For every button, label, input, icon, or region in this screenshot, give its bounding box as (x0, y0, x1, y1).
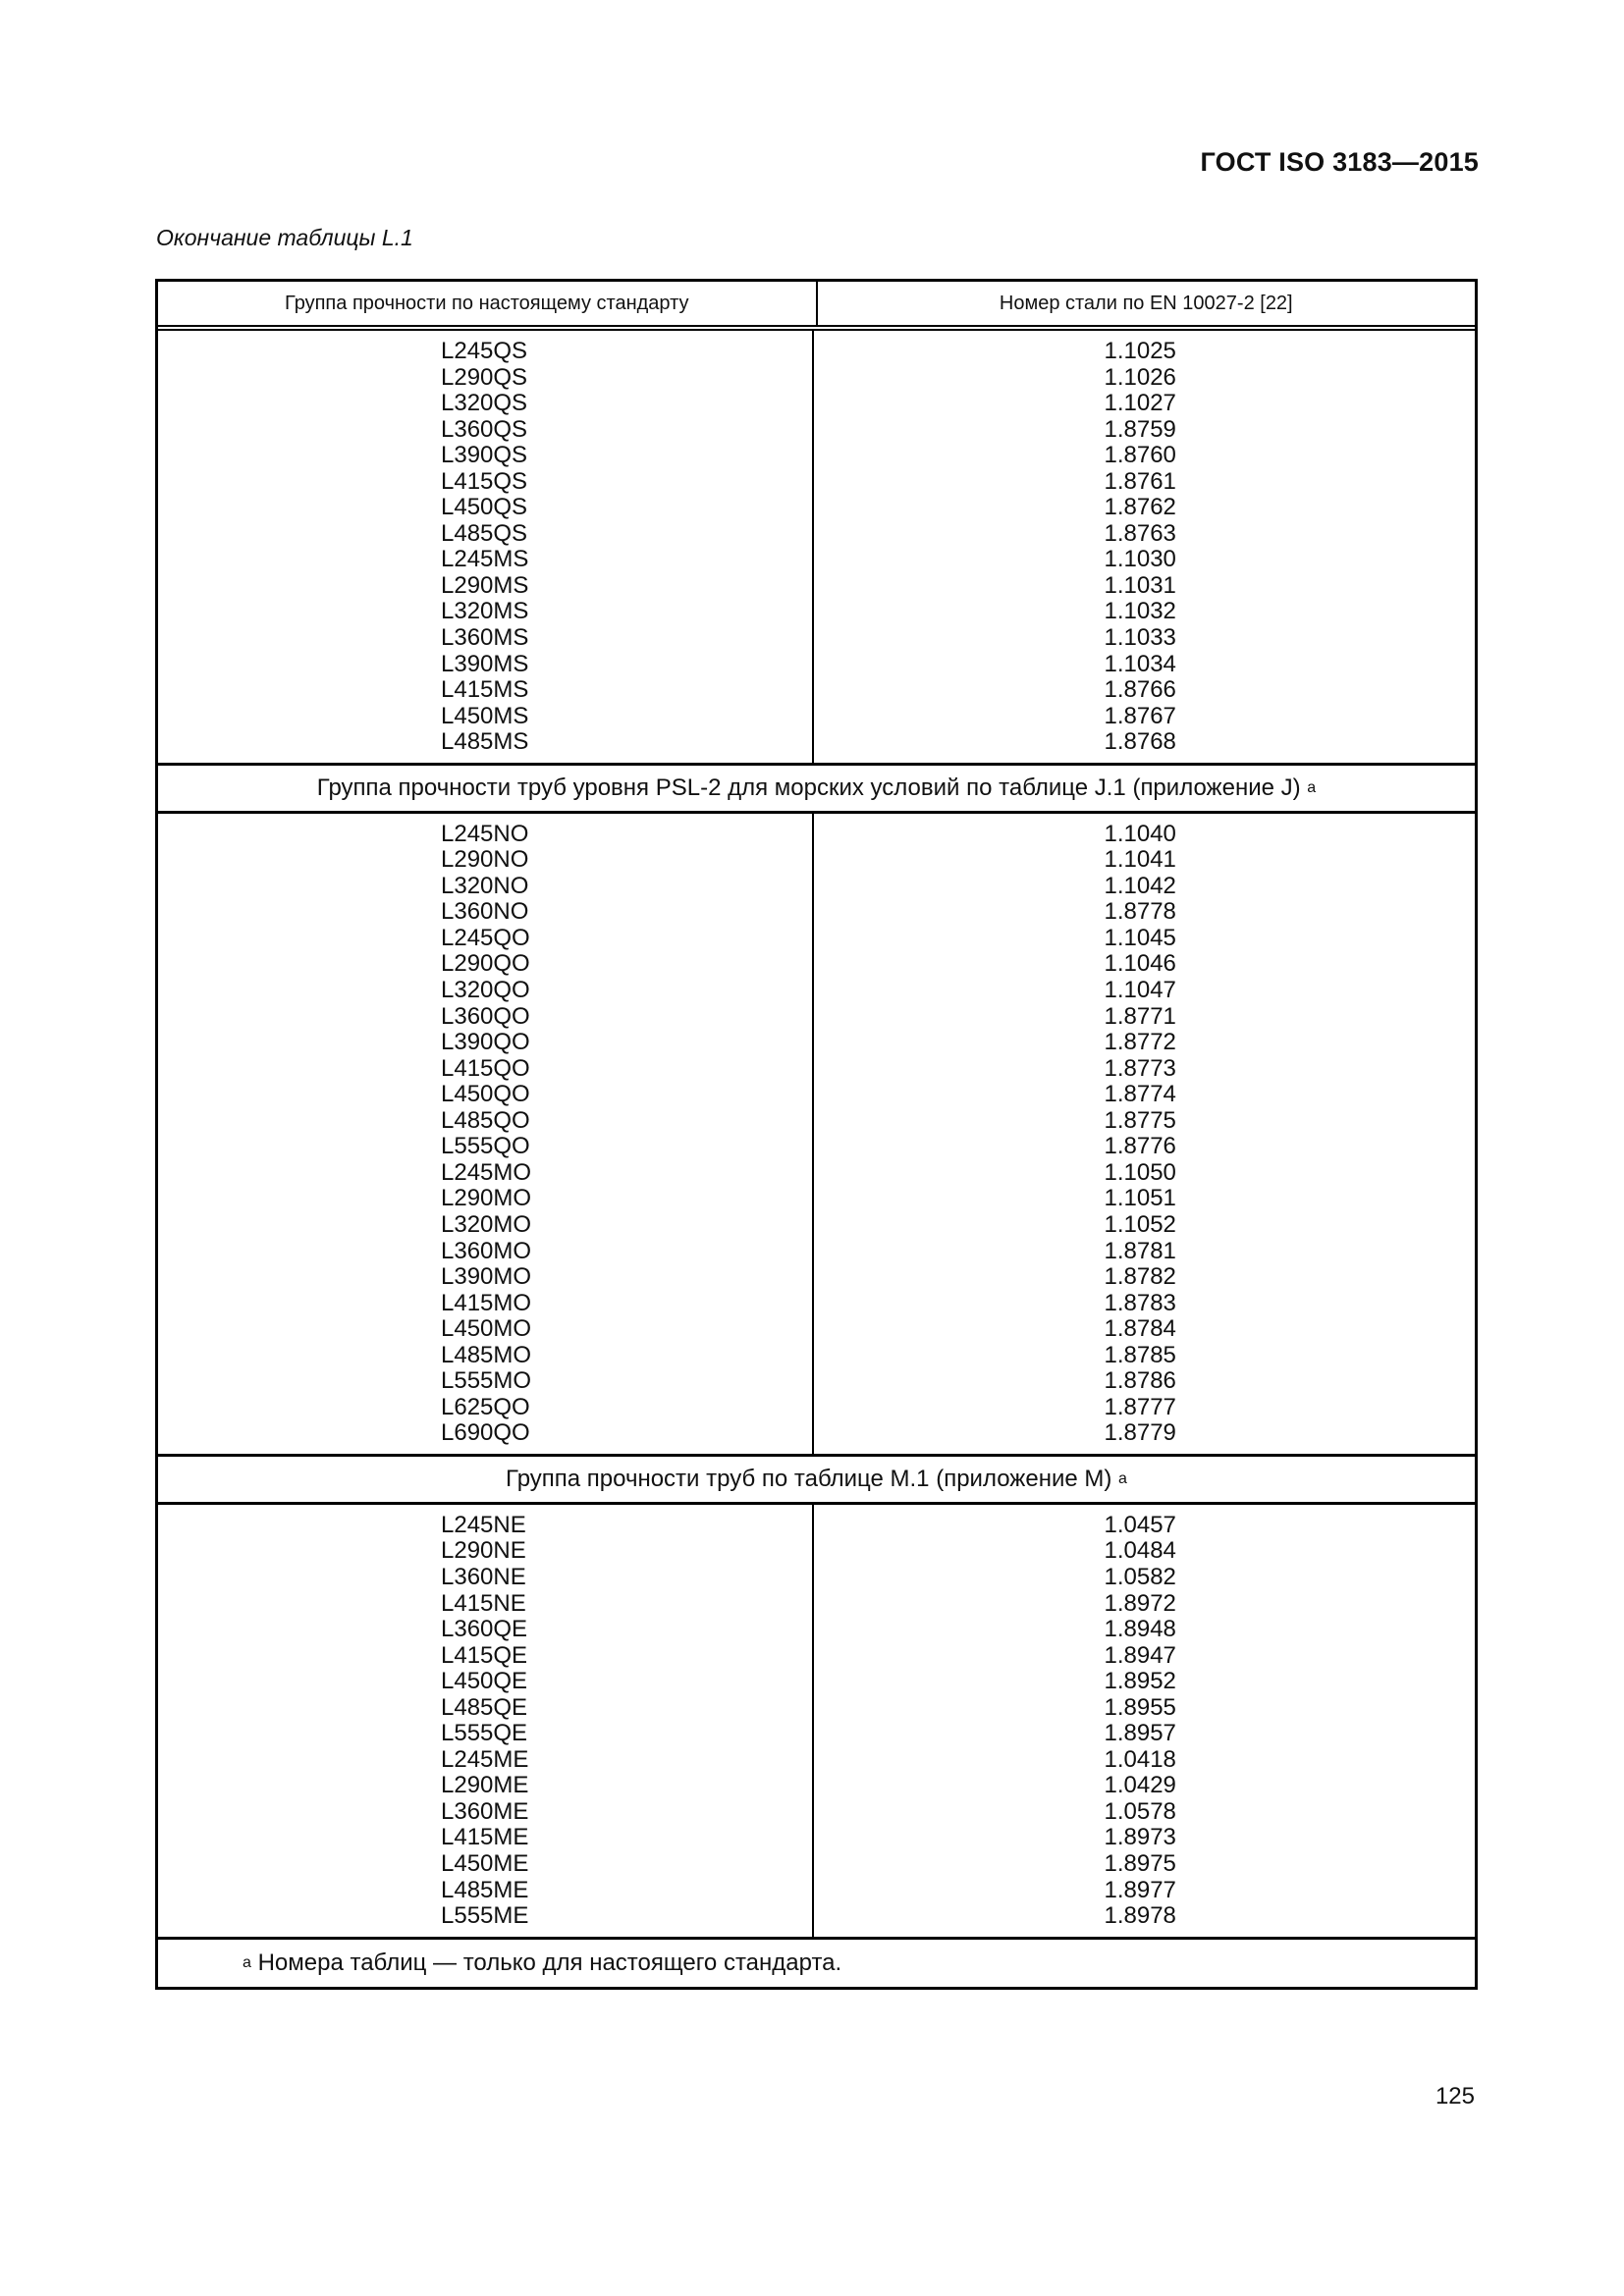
steel-number-cell: 1.0418 (1104, 1745, 1176, 1773)
steel-number-cell: 1.1032 (1104, 598, 1176, 625)
grade-cell: L555QO (441, 1133, 530, 1160)
steel-number-cell: 1.0582 (1104, 1563, 1176, 1590)
grade-cell: L245QS (441, 338, 528, 364)
steel-number-cell: 1.0457 (1104, 1511, 1176, 1538)
steel-number-cell: 1.8783 (1104, 1289, 1176, 1316)
steel-number-cell: 1.0484 (1104, 1537, 1176, 1565)
grade-cell: L290MO (441, 1185, 532, 1212)
table-block-2 (158, 814, 1475, 1454)
grade-cell: L690QO (441, 1419, 530, 1447)
steel-number-column (814, 331, 1476, 763)
grade-column (158, 814, 814, 1454)
steel-number-cell: 1.8759 (1104, 415, 1176, 443)
steel-number-cell: 1.8762 (1104, 494, 1176, 521)
steel-number-cell: 1.8771 (1104, 1002, 1176, 1030)
grade-cell: L360ME (441, 1797, 529, 1825)
grade-cell: L485ME (441, 1876, 529, 1903)
section-title: Группа прочности труб уровня PSL-2 для морских условий по таблице J.1 (приложение J) (316, 774, 1301, 801)
grade-cell: L290NO (441, 846, 529, 874)
steel-number-cell: 1.8772 (1104, 1029, 1176, 1056)
steel-number-cell: 1.8778 (1104, 898, 1176, 926)
grade-cell: L290MS (441, 571, 529, 599)
steel-number-cell: 1.8761 (1104, 467, 1176, 495)
grade-cell: L625QO (441, 1393, 530, 1420)
grade-cell: L415QS (441, 467, 528, 495)
grade-cell: L485MO (441, 1341, 532, 1368)
grade-cell: L390MO (441, 1263, 532, 1291)
steel-number-cell: 1.8975 (1104, 1849, 1176, 1877)
section-header-table-m1 (158, 1454, 1475, 1505)
steel-number-column (814, 814, 1476, 1454)
grade-cell: L360QS (441, 415, 528, 443)
grade-cell: L390MS (441, 650, 529, 677)
steel-number-cell: 1.8973 (1104, 1824, 1176, 1851)
steel-number-cell: 1.8957 (1104, 1720, 1176, 1747)
steel-number-cell: 1.8777 (1104, 1393, 1176, 1420)
grade-cell: L485QE (441, 1693, 528, 1721)
grade-cell: L320MO (441, 1210, 532, 1238)
steel-grade-table (155, 279, 1478, 1990)
grade-cell: L555MO (441, 1367, 532, 1395)
column-header-grade: Группа прочности по настоящему стандарту (158, 282, 818, 325)
steel-number-cell: 1.1026 (1104, 363, 1176, 391)
grade-cell: L360QO (441, 1002, 530, 1030)
steel-number-cell: 1.8775 (1104, 1106, 1176, 1134)
steel-number-cell: 1.8767 (1104, 702, 1176, 729)
grade-cell: L415ME (441, 1824, 529, 1851)
grade-cell: L360NE (441, 1563, 526, 1590)
grade-cell: L450MS (441, 702, 529, 729)
steel-number-cell: 1.8972 (1104, 1589, 1176, 1617)
steel-number-cell: 1.8785 (1104, 1341, 1176, 1368)
grade-column (158, 1505, 814, 1937)
steel-number-cell: 1.1033 (1104, 624, 1176, 652)
steel-number-cell: 1.8948 (1104, 1616, 1176, 1643)
grade-cell: L290ME (441, 1772, 529, 1799)
steel-number-cell: 1.8781 (1104, 1237, 1176, 1264)
grade-cell: L450ME (441, 1849, 529, 1877)
grade-cell: L245MS (441, 546, 529, 573)
grade-cell: L555QE (441, 1720, 528, 1747)
steel-number-cell: 1.1025 (1104, 338, 1176, 364)
grade-cell: L415MS (441, 676, 529, 704)
footnote-mark: a (1307, 778, 1317, 796)
steel-number-cell: 1.1047 (1104, 977, 1176, 1004)
grade-cell: L390QO (441, 1029, 530, 1056)
steel-number-cell: 1.8952 (1104, 1668, 1176, 1695)
table-caption: Окончание таблицы L.1 (156, 225, 413, 250)
section-title: Группа прочности труб по таблице M.1 (приложение M) (506, 1465, 1112, 1492)
steel-number-cell: 1.8774 (1104, 1081, 1176, 1108)
grade-cell: L360QE (441, 1616, 528, 1643)
grade-cell: L415NE (441, 1589, 526, 1617)
grade-cell: L555ME (441, 1902, 529, 1930)
grade-cell: L360NO (441, 898, 529, 926)
footnote-mark: a (1118, 1469, 1127, 1487)
grade-cell: L290NE (441, 1537, 526, 1565)
page-number: 125 (1435, 2083, 1475, 2109)
steel-number-cell: 1.8782 (1104, 1263, 1176, 1291)
table-footnote (158, 1937, 1475, 1987)
grade-cell: L485MS (441, 728, 529, 756)
table-block-1 (158, 331, 1475, 763)
grade-cell: L245QO (441, 924, 530, 951)
grade-cell: L245ME (441, 1745, 529, 1773)
steel-number-cell: 1.8977 (1104, 1876, 1176, 1903)
section-header-psl2-offshore (158, 763, 1475, 814)
steel-number-cell: 1.8766 (1104, 676, 1176, 704)
footnote-text: Номера таблиц — только для настоящего стандарта. (257, 1949, 842, 1976)
grade-cell: L245NO (441, 820, 529, 847)
grade-cell: L415QE (441, 1641, 528, 1669)
steel-number-cell: 1.1030 (1104, 546, 1176, 573)
grade-cell: L360MS (441, 624, 529, 652)
steel-number-cell: 1.1046 (1104, 950, 1176, 978)
grade-cell: L290QS (441, 363, 528, 391)
steel-number-cell: 1.8779 (1104, 1419, 1176, 1447)
footnote-mark: a (243, 1953, 251, 1971)
steel-number-cell: 1.8786 (1104, 1367, 1176, 1395)
steel-number-cell: 1.1045 (1104, 924, 1176, 951)
grade-cell: L320QS (441, 390, 528, 417)
grade-cell: L415MO (441, 1289, 532, 1316)
steel-number-cell: 1.8955 (1104, 1693, 1176, 1721)
grade-cell: L245NE (441, 1511, 526, 1538)
steel-number-cell: 1.8776 (1104, 1133, 1176, 1160)
table-header (158, 282, 1475, 331)
steel-number-cell: 1.8947 (1104, 1641, 1176, 1669)
grade-cell: L485QO (441, 1106, 530, 1134)
grade-cell: L320NO (441, 872, 529, 899)
grade-cell: L450QS (441, 494, 528, 521)
steel-number-column (814, 1505, 1476, 1937)
steel-number-cell: 1.1052 (1104, 1210, 1176, 1238)
grade-cell: L320QO (441, 977, 530, 1004)
grade-cell: L320MS (441, 598, 529, 625)
grade-cell: L485QS (441, 519, 528, 547)
steel-number-cell: 1.8784 (1104, 1315, 1176, 1343)
steel-number-cell: 1.8763 (1104, 519, 1176, 547)
grade-cell: L415QO (441, 1054, 530, 1082)
steel-number-cell: 1.8760 (1104, 442, 1176, 469)
column-header-steel-number: Номер стали по EN 10027-2 [22] (999, 292, 1293, 314)
steel-number-cell: 1.8768 (1104, 728, 1176, 756)
grade-cell: L450MO (441, 1315, 532, 1343)
grade-cell: L360MO (441, 1237, 532, 1264)
steel-number-cell: 1.1041 (1104, 846, 1176, 874)
steel-number-cell: 1.8773 (1104, 1054, 1176, 1082)
steel-number-cell: 1.1050 (1104, 1158, 1176, 1186)
grade-cell: L245MO (441, 1158, 532, 1186)
table-block-3 (158, 1505, 1475, 1937)
grade-cell: L390QS (441, 442, 528, 469)
steel-number-cell: 1.1034 (1104, 650, 1176, 677)
grade-cell: L450QE (441, 1668, 528, 1695)
grade-cell: L290QO (441, 950, 530, 978)
grade-cell: L450QO (441, 1081, 530, 1108)
steel-number-cell: 1.0578 (1104, 1797, 1176, 1825)
grade-column (158, 331, 814, 763)
steel-number-cell: 1.1051 (1104, 1185, 1176, 1212)
steel-number-cell: 1.1031 (1104, 571, 1176, 599)
steel-number-cell: 1.1040 (1104, 820, 1176, 847)
steel-number-cell: 1.8978 (1104, 1902, 1176, 1930)
steel-number-cell: 1.0429 (1104, 1772, 1176, 1799)
document-code: ГОСТ ISO 3183—2015 (1200, 147, 1479, 177)
steel-number-cell: 1.1027 (1104, 390, 1176, 417)
steel-number-cell: 1.1042 (1104, 872, 1176, 899)
